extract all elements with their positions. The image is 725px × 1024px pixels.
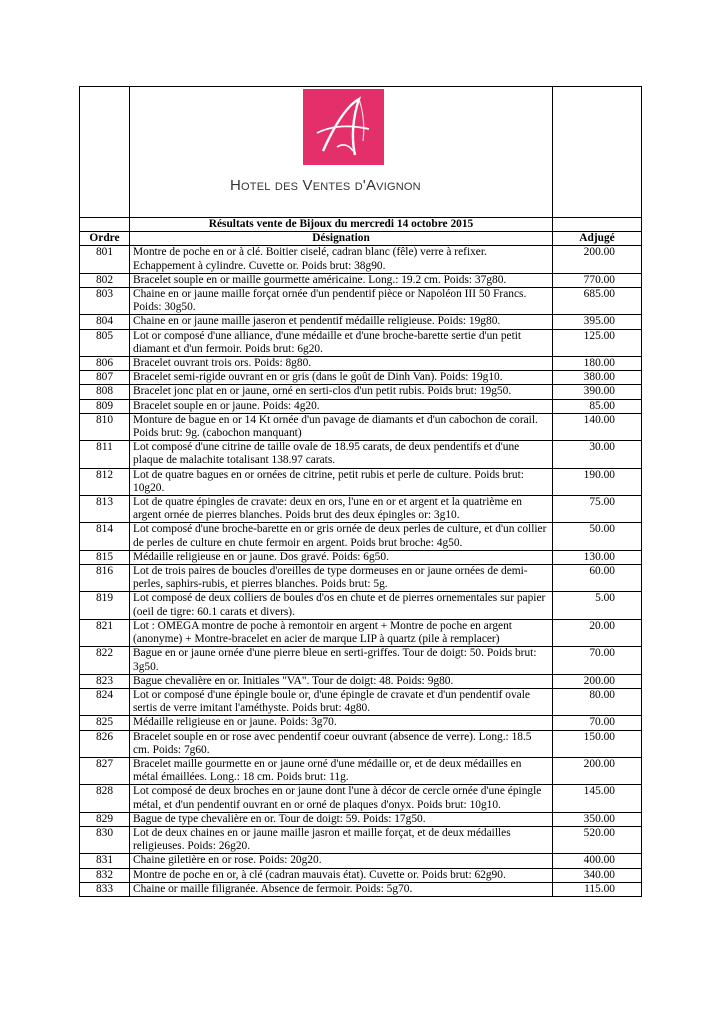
lot-number: 830 [80, 826, 130, 853]
lot-designation: Chaine en or jaune maille forçat ornée d'un pendentif pièce or Napoléon III 50 Francs. Poids: 30g50. [130, 288, 553, 315]
table-row [80, 674, 642, 688]
lot-number: 829 [80, 812, 130, 826]
lot-designation: Médaille religieuse en or jaune. Poids: 3g70. [130, 716, 553, 730]
lot-number: 808 [80, 385, 130, 399]
lot-number: 806 [80, 357, 130, 371]
results-table [79, 86, 642, 897]
lot-designation: Lot de quatre bagues en or ornées de citrine, petit rubis et perle de culture. Poids brut: 10g20. [130, 468, 553, 495]
hammer-price: 115.00 [553, 882, 642, 896]
lot-number: 803 [80, 288, 130, 315]
table-row [80, 413, 642, 440]
table-row [80, 246, 642, 273]
lot-number: 809 [80, 399, 130, 413]
lot-number: 812 [80, 468, 130, 495]
lot-designation: Lot or composé d'une alliance, d'une médaille et d'une broche-barette sertie d'un petit diamant et d'un fermoir. Poids brut: 6g20. [130, 329, 553, 356]
column-header-ordre: Ordre [80, 232, 130, 246]
header-center-cell [130, 87, 553, 218]
hammer-price: 85.00 [553, 399, 642, 413]
table-row [80, 273, 642, 287]
hammer-price: 190.00 [553, 468, 642, 495]
hammer-price: 145.00 [553, 785, 642, 812]
table-row [80, 371, 642, 385]
table-row [80, 716, 642, 730]
table-row [80, 288, 642, 315]
hammer-price: 50.00 [553, 523, 642, 550]
hotel-name: Hotel des Ventes d'Avignon [230, 177, 421, 194]
column-header-adjuge: Adjugé [553, 232, 642, 246]
lot-designation: Lot composé d'une citrine de taille ovale de 18.95 carats, de deux pendentifs et d'une plaque de malachite totalisant 138.97 carats. [130, 441, 553, 468]
hammer-price: 200.00 [553, 246, 642, 273]
lot-number: 804 [80, 315, 130, 329]
lot-designation: Lot : OMEGA montre de poche à remontoir en argent + Montre de poche en argent (anonyme) + Montre-bracelet en acier de marque LIP à quartz (pile à remplacer) [130, 619, 553, 646]
lot-number: 828 [80, 785, 130, 812]
header-left-cell [80, 87, 130, 218]
lot-designation: Chaine giletière en or rose. Poids: 20g20. [130, 854, 553, 868]
lot-number: 810 [80, 413, 130, 440]
lot-designation: Montre de poche en or à clé. Boitier ciselé, cadran blanc (fêle) verre à refixer. Echappement à cylindre. Cuvette or. Poids brut: 38g90. [130, 246, 553, 273]
lot-designation: Chaine en or jaune maille jaseron et pendentif médaille religieuse. Poids: 19g80. [130, 315, 553, 329]
table-row [80, 812, 642, 826]
hammer-price: 390.00 [553, 385, 642, 399]
table-row [80, 468, 642, 495]
table-row [80, 619, 642, 646]
lot-designation: Bracelet souple en or jaune. Poids: 4g20. [130, 399, 553, 413]
lot-number: 801 [80, 246, 130, 273]
lot-designation: Bracelet maille gourmette en or jaune orné d'une médaille or, et de deux médailles en métal émaillées. Long.: 18 cm. Poids brut: 11g. [130, 757, 553, 784]
subtitle-right-cell [553, 218, 642, 232]
hammer-price: 70.00 [553, 647, 642, 674]
table-row [80, 550, 642, 564]
hammer-price: 125.00 [553, 329, 642, 356]
subtitle-left-cell [80, 218, 130, 232]
lot-designation: Bracelet souple en or maille gourmette américaine. Long.: 19.2 cm. Poids: 37g80. [130, 273, 553, 287]
hammer-price: 520.00 [553, 826, 642, 853]
hammer-price: 60.00 [553, 565, 642, 592]
hammer-price: 140.00 [553, 413, 642, 440]
table-row [80, 329, 642, 356]
lot-designation: Bague en or jaune ornée d'une pierre bleue en serti-griffes. Tour de doigt: 50. Poids brut: 3g50. [130, 647, 553, 674]
table-row [80, 826, 642, 853]
lot-designation: Bague chevalière en or. Initiales "VA". Tour de doigt: 48. Poids: 9g80. [130, 674, 553, 688]
table-row [80, 854, 642, 868]
table-row [80, 882, 642, 896]
table-row [80, 385, 642, 399]
table-row [80, 647, 642, 674]
lot-designation: Lot composé de deux colliers de boules d'os en chute et de pierres ornementales sur papier (oeil de tigre: 60.1 carats et divers). [130, 592, 553, 619]
column-header-row [80, 232, 642, 246]
document-subtitle: Résultats vente de Bijoux du mercredi 14 octobre 2015 [130, 218, 553, 232]
hammer-price: 30.00 [553, 441, 642, 468]
table-row [80, 730, 642, 757]
hammer-price: 75.00 [553, 496, 642, 523]
table-row [80, 315, 642, 329]
lot-number: 824 [80, 688, 130, 715]
lot-number: 813 [80, 496, 130, 523]
lot-number: 822 [80, 647, 130, 674]
lot-number: 814 [80, 523, 130, 550]
lot-designation: Bracelet souple en or rose avec pendentif coeur ouvrant (absence de verre). Long.: 18.5 cm. Poids: 7g60. [130, 730, 553, 757]
table-row [80, 785, 642, 812]
hammer-price: 80.00 [553, 688, 642, 715]
subtitle-row [80, 218, 642, 232]
table-row [80, 357, 642, 371]
lot-designation: Bague de type chevalière en or. Tour de doigt: 59. Poids: 17g50. [130, 812, 553, 826]
lot-designation: Lot or composé d'une épingle boule or, d'une épingle de cravate et d'un pendentif ovale sertis de verre imitant l'améthyste. Poids brut: 4g80. [130, 688, 553, 715]
hammer-price: 20.00 [553, 619, 642, 646]
hammer-price: 180.00 [553, 357, 642, 371]
hammer-price: 400.00 [553, 854, 642, 868]
lot-designation: Monture de bague en or 14 Kt ornée d'un pavage de diamants et d'un cabochon de corail. Poids brut: 9g. (cabochon manquant) [130, 413, 553, 440]
lot-number: 825 [80, 716, 130, 730]
table-row [80, 565, 642, 592]
lot-number: 823 [80, 674, 130, 688]
logo-letter-icon [303, 89, 384, 165]
lot-designation: Lot composé de deux broches en or jaune dont l'une à décor de cercle ornée d'une épingle métal, et d'un pendentif ouvrant en or orné de plaques d'onyx. Poids brut: 10g10. [130, 785, 553, 812]
auction-house-logo [303, 89, 384, 165]
hammer-price: 70.00 [553, 716, 642, 730]
lot-designation: Lot composé d'une broche-barette en or gris ornée de deux perles de culture, et d'un collier de perles de culture en chute fermoir en argent. Poids brut broche: 4g50. [130, 523, 553, 550]
lot-designation: Montre de poche en or, à clé (cadran mauvais état). Cuvette or. Poids brut: 62g90. [130, 868, 553, 882]
table-row [80, 592, 642, 619]
lot-designation: Bracelet semi-rigide ouvrant en or gris (dans le goût de Dinh Van). Poids: 19g10. [130, 371, 553, 385]
table-row [80, 496, 642, 523]
results-document [79, 86, 641, 897]
column-header-designation: Désignation [130, 232, 553, 246]
lot-designation: Lot de quatre épingles de cravate: deux en ors, l'une en or et argent et la quatrième en argent ornée de pierres blanches. Poids brut des deux épingles or: 3g10. [130, 496, 553, 523]
lot-designation: Chaine or maille filigranée. Absence de fermoir. Poids: 5g70. [130, 882, 553, 896]
lot-number: 802 [80, 273, 130, 287]
hammer-price: 395.00 [553, 315, 642, 329]
table-row [80, 688, 642, 715]
lot-number: 827 [80, 757, 130, 784]
hammer-price: 200.00 [553, 674, 642, 688]
header-right-cell [553, 87, 642, 218]
hammer-price: 685.00 [553, 288, 642, 315]
hammer-price: 340.00 [553, 868, 642, 882]
lot-designation: Médaille religieuse en or jaune. Dos gravé. Poids: 6g50. [130, 550, 553, 564]
header-row [80, 87, 642, 218]
lot-number: 815 [80, 550, 130, 564]
hammer-price: 350.00 [553, 812, 642, 826]
table-row [80, 441, 642, 468]
hammer-price: 200.00 [553, 757, 642, 784]
lot-number: 805 [80, 329, 130, 356]
hammer-price: 150.00 [553, 730, 642, 757]
lot-designation: Bracelet ouvrant trois ors. Poids: 8g80. [130, 357, 553, 371]
lot-number: 821 [80, 619, 130, 646]
hammer-price: 130.00 [553, 550, 642, 564]
lot-number: 811 [80, 441, 130, 468]
hammer-price: 380.00 [553, 371, 642, 385]
table-row [80, 399, 642, 413]
table-row [80, 757, 642, 784]
lot-number: 832 [80, 868, 130, 882]
lot-number: 831 [80, 854, 130, 868]
table-row [80, 523, 642, 550]
lot-designation: Bracelet jonc plat en or jaune, orné en serti-clos d'un petit rubis. Poids brut: 19g50. [130, 385, 553, 399]
lot-designation: Lot de trois paires de boucles d'oreilles de type dormeuses en or jaune ornées de demi-perles, saphirs-rubis, et pierres blanches. Poids brut: 5g. [130, 565, 553, 592]
lot-designation: Lot de deux chaines en or jaune maille jasron et maille forçat, et de deux médailles religieuses. Poids: 26g20. [130, 826, 553, 853]
lot-number: 816 [80, 565, 130, 592]
table-row [80, 868, 642, 882]
lot-number: 807 [80, 371, 130, 385]
lot-number: 819 [80, 592, 130, 619]
hammer-price: 770.00 [553, 273, 642, 287]
hammer-price: 5.00 [553, 592, 642, 619]
lot-number: 826 [80, 730, 130, 757]
lot-number: 833 [80, 882, 130, 896]
